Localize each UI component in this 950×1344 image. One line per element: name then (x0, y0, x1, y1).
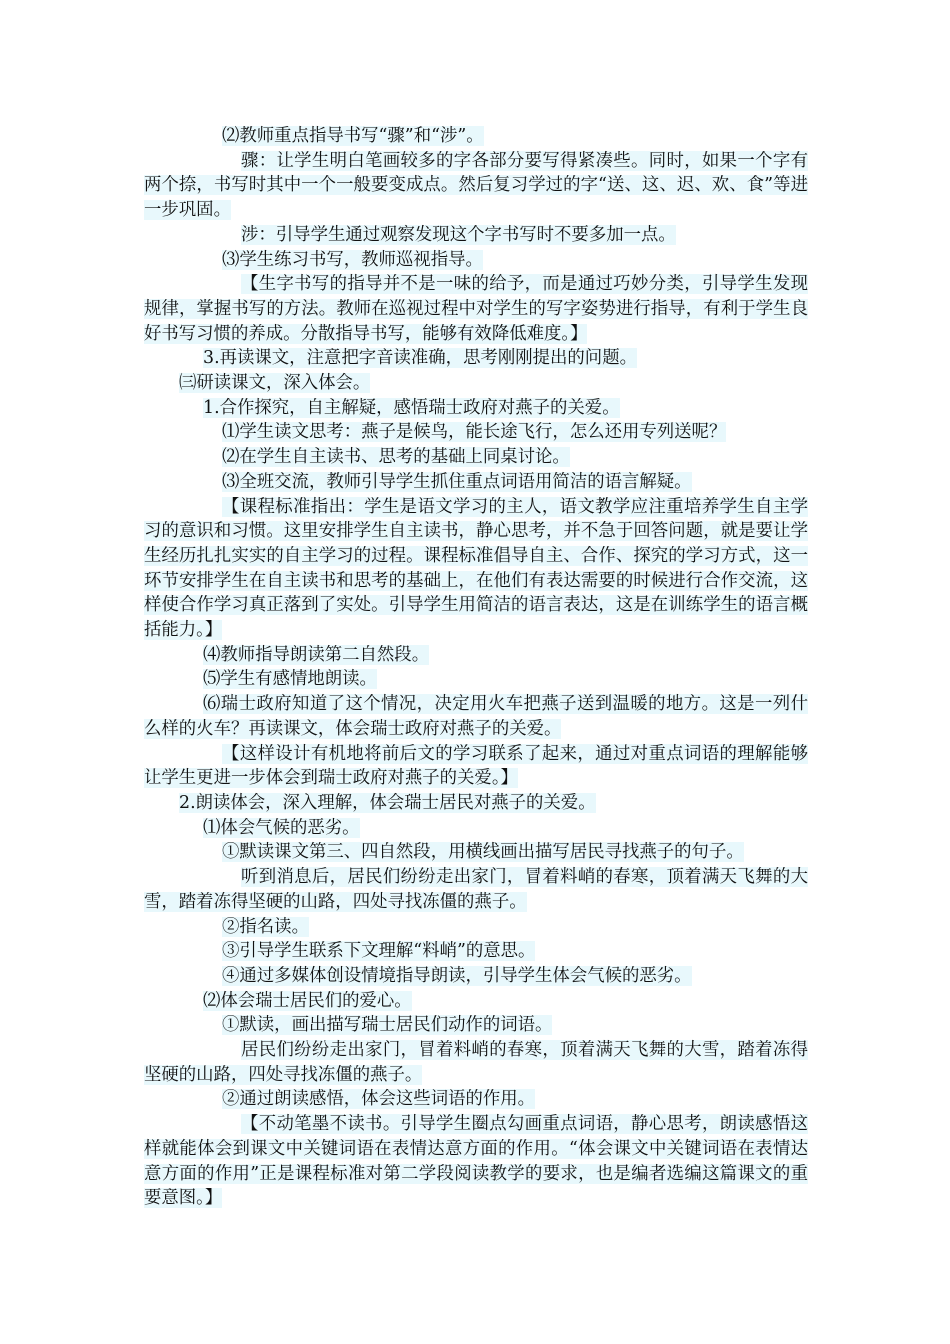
paragraph: 3.再读课文，注意把字音读准确，思考刚刚提出的问题。 (203, 348, 637, 369)
paragraph: ⑴学生读文思考：燕子是候鸟，能长途飞行，怎么还用专列送呢？ (222, 422, 727, 443)
paragraph: ⑴体会气候的恶劣。 (203, 817, 360, 838)
document-page (144, 124, 808, 1211)
paragraph: ⑶全班交流，教师引导学生抓住重点词语用简洁的语言解疑。 (222, 471, 692, 492)
paragraph: ⑵在学生自主读书、思考的基础上同桌讨论。 (222, 447, 570, 468)
paragraph: 2.朗读体会，深入理解，体会瑞士居民对燕子的关爱。 (179, 792, 596, 813)
paragraph: 1.合作探究，自主解疑，感悟瑞士政府对燕子的关爱。 (203, 397, 620, 418)
paragraph: 【不动笔墨不读书。引导学生圈点勾画重点词语，静心思考，朗读感悟这样就能体会到课文中关键词语在表情达意方面的作用。“体会课文中关键词语在表情达意方面的作用”正是课程标准对第二学段阅读教学的要求，也是编者选编这篇课文的重要意图。】 (144, 1114, 808, 1209)
paragraph: ⑸学生有感情地朗读。 (203, 669, 377, 690)
paragraph: 骤：让学生明白笔画较多的字各部分要写得紧凑些。同时，如果一个字有两个捺，书写时其中一个一般要变成点。然后复习学过的字“送、这、迟、欢、食”等进一步巩固。 (144, 150, 808, 221)
paragraph: ⑵体会瑞士居民们的爱心。 (203, 990, 412, 1011)
paragraph: ㈢研读课文，深入体会。 (179, 373, 371, 394)
paragraph: ⑶学生练习书写，教师巡视指导。 (222, 249, 483, 270)
paragraph: 听到消息后，居民们纷纷走出家门，冒着料峭的春寒，顶着满天飞舞的大雪，踏着冻得坚硬的山路，四处寻找冻僵的燕子。 (144, 867, 808, 912)
paragraph: ⑷教师指导朗读第二自然段。 (203, 644, 430, 665)
paragraph: ②指名读。 (222, 916, 309, 937)
paragraph: 涉：引导学生通过观察发现这个字书写时不要多加一点。 (241, 224, 676, 245)
paragraph: ③引导学生联系下文理解“料峭”的意思。 (222, 941, 536, 962)
paragraph: ①默读，画出描写瑞士居民们动作的词语。 (222, 1015, 553, 1036)
paragraph: 居民们纷纷走出家门，冒着料峭的春寒，顶着满天飞舞的大雪，踏着冻得坚硬的山路，四处寻找冻僵的燕子。 (144, 1040, 808, 1085)
paragraph: 【课程标准指出：学生是语文学习的主人，语文教学应注重培养学生自主学习的意识和习惯。这里安排学生自主读书，静心思考，并不急于回答问题，就是要让学生经历扎扎实实的自主学习的过程。课程标准倡导自主、合作、探究的学习方式，这一环节安排学生在自主读书和思考的基础上，在他们有表达需要的时候进行合作交流，这样使合作学习真正落到了实处。引导学生用简洁的语言表达，这是在训练学生的语言概括能力。】 (144, 496, 808, 641)
paragraph: ②通过朗读感悟，体会这些词语的作用。 (222, 1089, 536, 1110)
paragraph: 【这样设计有机地将前后文的学习联系了起来，通过对重点词语的理解能够让学生更进一步体会到瑞士政府对燕子的关爱。】 (144, 743, 808, 789)
paragraph: ⑵教师重点指导书写“骤”和“涉”。 (222, 126, 484, 146)
paragraph: ⑹瑞士政府知道了这个情况，决定用火车把燕子送到温暖的地方。这是一列什么样的火车？再读课文，体会瑞士政府对燕子的关爱。 (144, 694, 808, 739)
paragraph: 【生字书写的指导并不是一味的给予，而是通过巧妙分类，引导学生发现规律，掌握书写的方法。教师在巡视过程中对学生的写字姿势进行指导，有利于学生良好书写习惯的养成。分散指导书写，能够有效降低难度。】 (144, 274, 808, 344)
paragraph: ④通过多媒体创设情境指导朗读，引导学生体会气候的恶劣。 (222, 965, 692, 986)
paragraph: ①默读课文第三、四自然段，用横线画出描写居民寻找燕子的句子。 (222, 842, 744, 863)
